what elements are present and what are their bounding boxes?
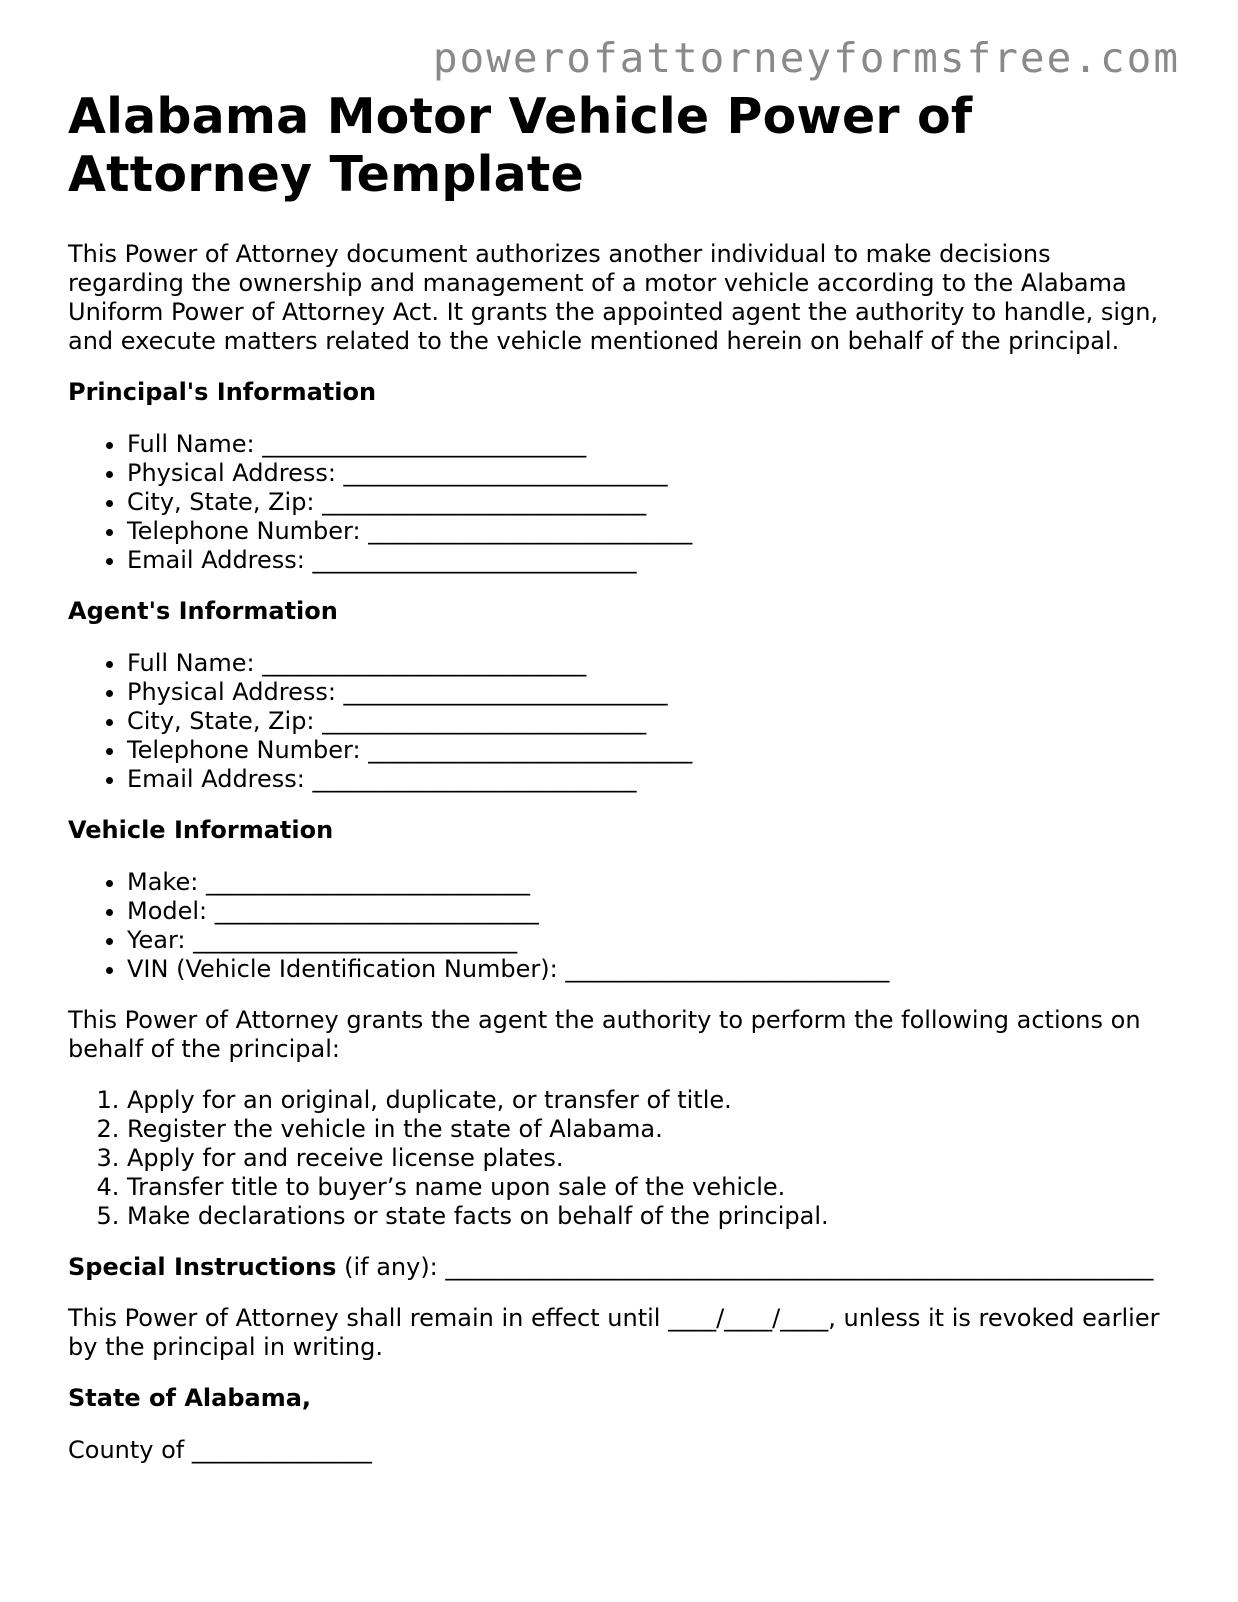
principal-city-state-zip-field[interactable]: • City, State, Zip: ___________________________	[127, 488, 1170, 517]
vehicle-heading: Vehicle Information	[68, 816, 334, 844]
power-item: 1. Apply for an original, duplicate, or transfer of title.	[127, 1086, 1170, 1115]
watermark: powerofattorneyformsfree.com	[432, 34, 1180, 82]
page-title: Alabama Motor Vehicle Power of Attorney Template	[68, 88, 973, 203]
principal-heading: Principal's Information	[68, 378, 377, 406]
agent-city-state-zip-field[interactable]: • City, State, Zip: ___________________________	[127, 707, 1170, 736]
special-instructions-field[interactable]	[68, 1253, 1170, 1282]
principal-address-field[interactable]: • Physical Address: ___________________________	[127, 459, 1170, 488]
principal-full-name-field[interactable]: • Full Name: ___________________________	[127, 430, 1170, 459]
principal-telephone-field[interactable]: • Telephone Number: ___________________________	[127, 517, 1170, 546]
agent-field-list	[68, 649, 1170, 794]
agent-address-field[interactable]: • Physical Address: ___________________________	[127, 678, 1170, 707]
power-item: 3. Apply for and receive license plates.	[127, 1144, 1170, 1173]
power-item: 5. Make declarations or state facts on behalf of the principal.	[127, 1202, 1170, 1231]
vehicle-field-list	[68, 868, 1170, 984]
county-field[interactable]: County of _______________	[68, 1436, 372, 1464]
agent-email-field[interactable]: • Email Address: ___________________________	[127, 765, 1170, 794]
principal-email-field[interactable]: • Email Address: ___________________________	[127, 546, 1170, 575]
special-instructions-blank[interactable]: (if any): ___________________________________________________________	[336, 1253, 1154, 1281]
intro-paragraph: This Power of Attorney document authorizes another individual to make decisions regarding the ownership and management of a motor vehicle according to the Alabama Uniform Power of Attorney Act. It grants the appointed agent the authority to handle, sign, and execute matters related to the vehicle mentioned herein on behalf of the principal.	[68, 240, 1159, 355]
agent-telephone-field[interactable]: • Telephone Number: ___________________________	[127, 736, 1170, 765]
powers-intro-paragraph: This Power of Attorney grants the agent the authority to perform the following actions on behalf of the principal:	[68, 1006, 1141, 1063]
agent-heading: Agent's Information	[68, 597, 338, 625]
vehicle-year-field[interactable]: • Year: ___________________________	[127, 926, 1170, 955]
document-page	[68, 88, 1170, 1487]
state-heading: State of Alabama,	[68, 1384, 312, 1412]
powers-list	[68, 1086, 1170, 1231]
agent-full-name-field[interactable]: • Full Name: ___________________________	[127, 649, 1170, 678]
principal-field-list	[68, 430, 1170, 575]
special-instructions-label: Special Instructions	[68, 1253, 337, 1281]
vehicle-make-field[interactable]: • Make: ___________________________	[127, 868, 1170, 897]
vehicle-vin-field[interactable]: • VIN (Vehicle Identification Number): ___________________________	[127, 955, 1170, 984]
vehicle-model-field[interactable]: • Model: ___________________________	[127, 897, 1170, 926]
power-item: 2. Register the vehicle in the state of Alabama.	[127, 1115, 1170, 1144]
effective-until-paragraph[interactable]: This Power of Attorney shall remain in effect until ____/____/____, unless it is revoked earlier by the principal in writing.	[68, 1304, 1160, 1361]
power-item: 4. Transfer title to buyer’s name upon sale of the vehicle.	[127, 1173, 1170, 1202]
